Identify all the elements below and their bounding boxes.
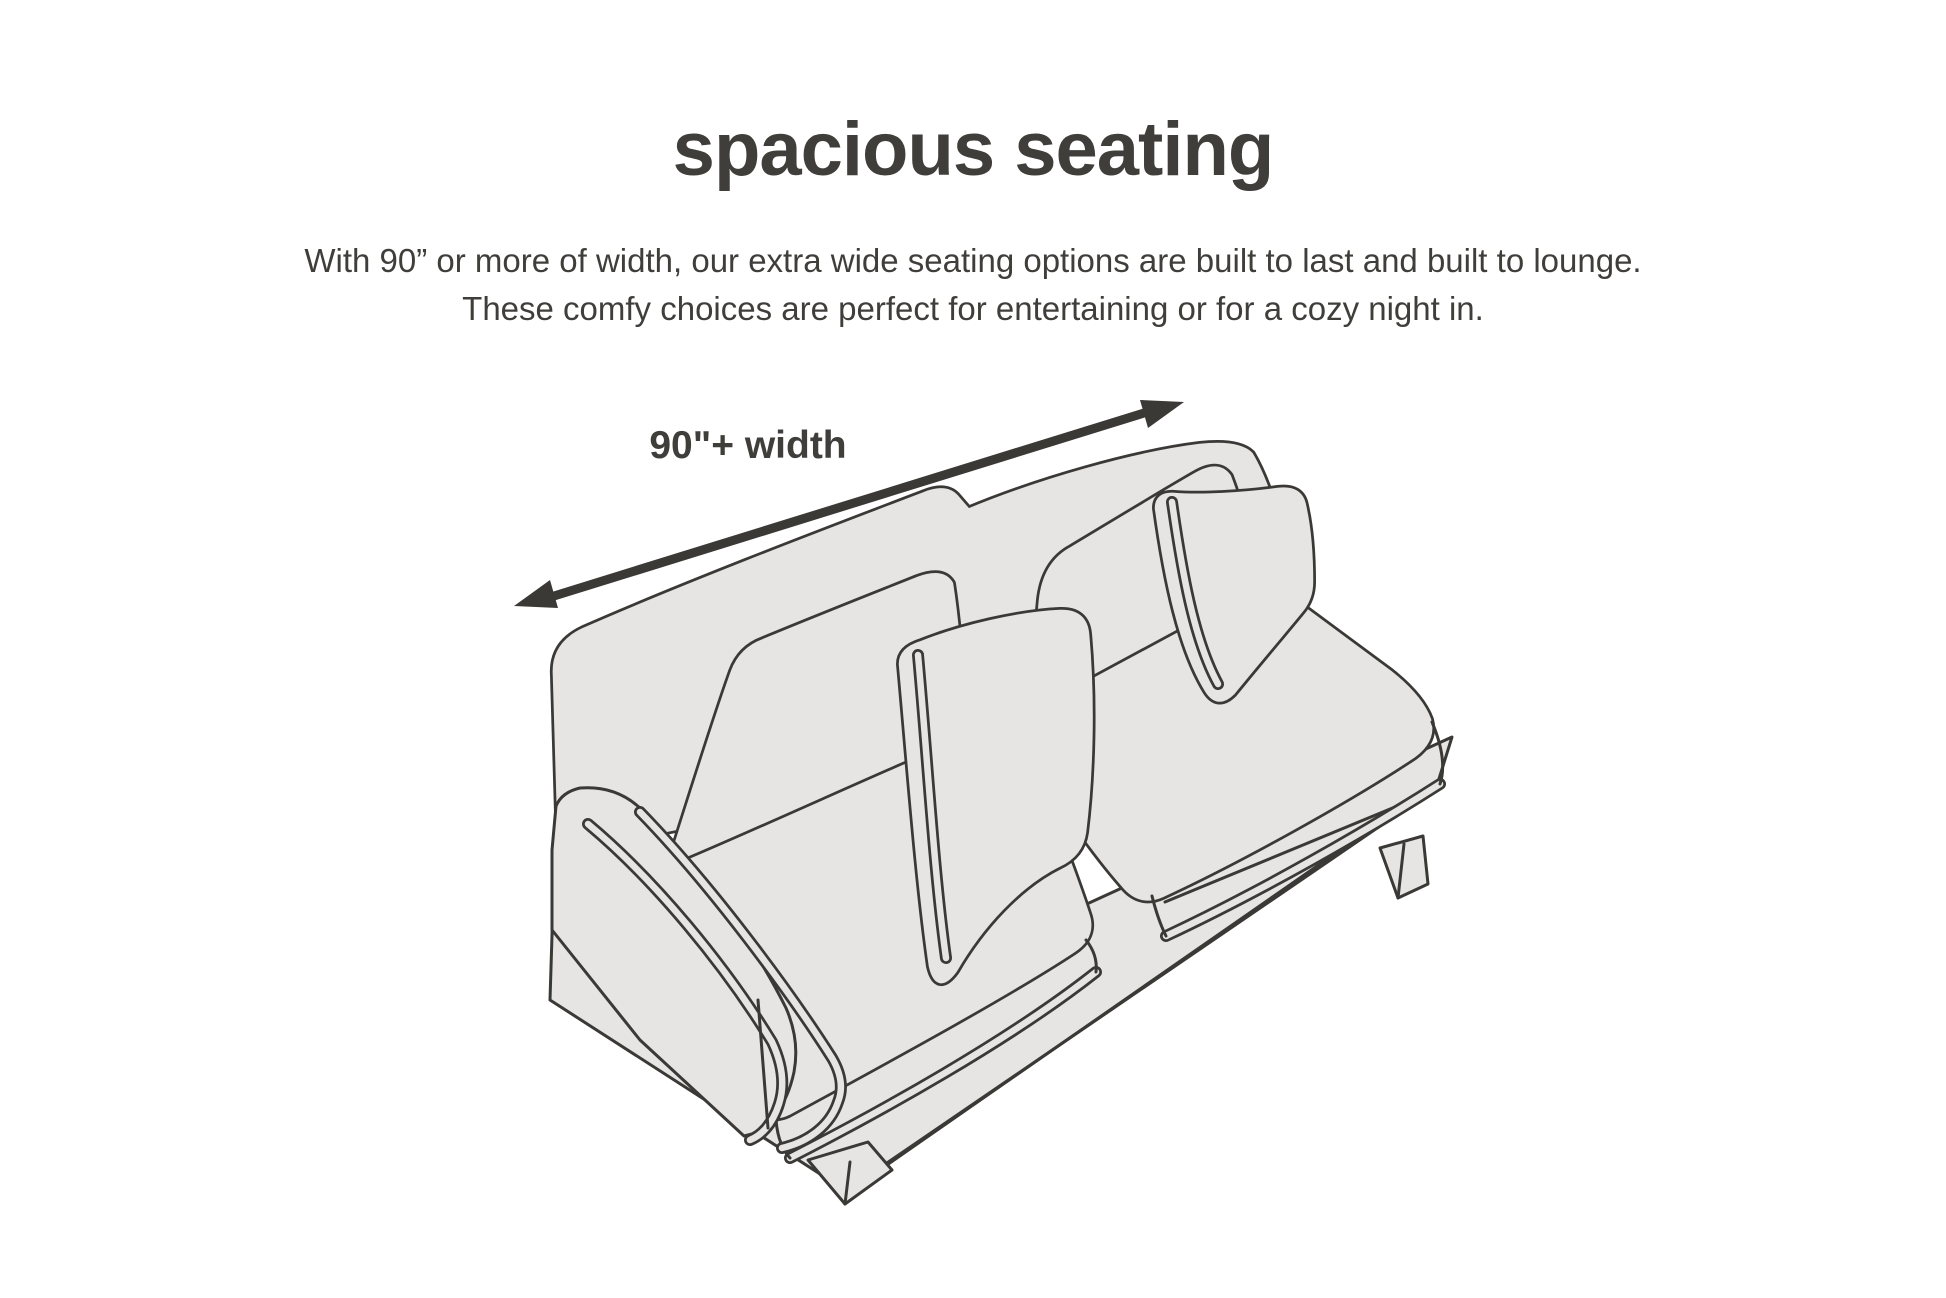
subtitle-line-1: With 90” or more of width, our extra wide seating options are built to last and built to lounge. — [304, 242, 1642, 279]
width-arrow-head-left — [514, 580, 558, 608]
sofa-foot-right — [1380, 836, 1428, 898]
subtitle-line-2: These comfy choices are perfect for entertaining or for a cozy night in. — [462, 290, 1484, 327]
width-arrow-head-right — [1140, 400, 1184, 428]
dimension-label: 90"+ width — [649, 424, 847, 467]
page-title: spacious seating — [672, 107, 1274, 192]
